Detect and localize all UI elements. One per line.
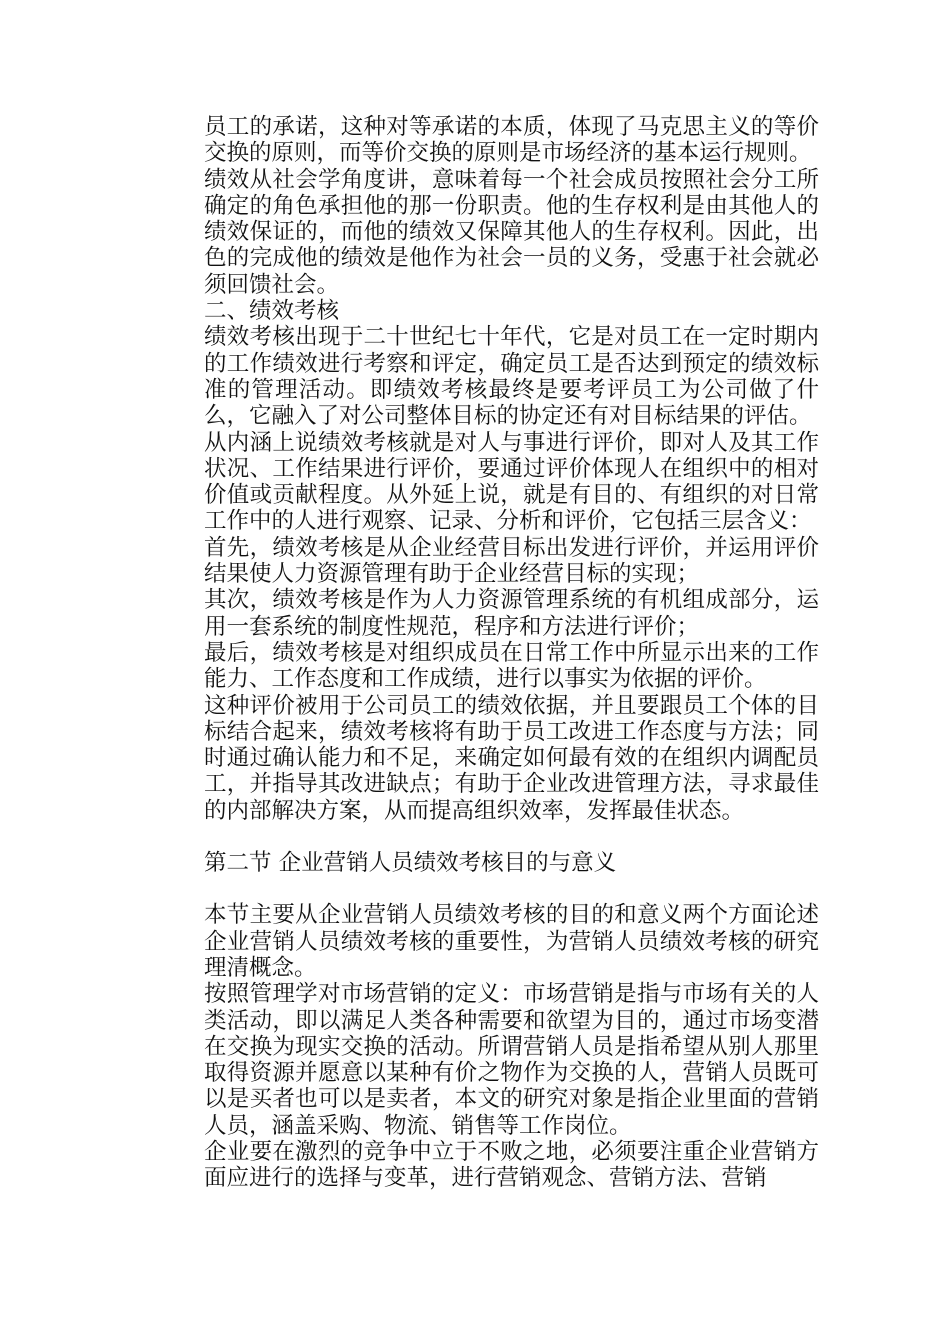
blank-line — [204, 824, 819, 850]
paragraph: 绩效考核出现于二十世纪七十年代，它是对员工在一定时期内的工作绩效进行考察和评定，确定员工是否达到预定的绩效标准的管理活动。即绩效考核最终是要考评员工为公司做了什么，它融入了对公司整体目标的协定还有对目标结果的评估。 — [204, 324, 819, 430]
section-heading: 二、绩效考核 — [204, 298, 340, 325]
section-title: 第二节 企业营销人员绩效考核目的与意义 — [204, 850, 617, 877]
blank-line — [204, 876, 819, 902]
paragraph: 企业要在激烈的竞争中立于不败之地，必须要注重企业营销方面应进行的选择与变革，进行营销观念、营销方法、营销 — [204, 1138, 819, 1192]
paragraph: 从内涵上说绩效考核就是对人与事进行评价，即对人及其工作状况、工作结果进行评价，要通过评价体现人在组织中的相对价值或贡献程度。从外延上说，就是有目的、有组织的对日常工作中的人进行观察、记录、分析和评价，它包括三层含义： — [204, 429, 819, 535]
paragraph: 最后，绩效考核是对组织成员在日常工作中所显示出来的工作能力、工作态度和工作成绩，进行以事实为依据的评价。 — [204, 639, 819, 693]
paragraph: 其次，绩效考核是作为人力资源管理系统的有机组成部分，运用一套系统的制度性规范，程序和方法进行评价； — [204, 587, 819, 640]
paragraph: 员工的承诺，这种对等承诺的本质，体现了马克思主义的等价交换的原则，而等价交换的原则是市场经济的基本运行规则。 — [204, 114, 819, 167]
paragraph: 本节主要从企业营销人员绩效考核的目的和意义两个方面论述企业营销人员绩效考核的重要性，为营销人员绩效考核的研究理清概念。 — [204, 902, 819, 981]
paragraph: 按照管理学对市场营销的定义：市场营销是指与市场有关的人类活动，即以满足人类各种需要和欲望为目的，通过市场变潜在交换为现实交换的活动。所谓营销人员是指希望从别人那里取得资源并愿意以某种有价之物作为交换的人，营销人员既可以是买者也可以是卖者，本文的研究对象是指企业里面的营销人员，涵盖采购、物流、销售等工作岗位。 — [204, 981, 819, 1139]
paragraph: 这种评价被用于公司员工的绩效依据，并且要跟员工个体的目标结合起来，绩效考核将有助于员工改进工作态度与方法；同时通过确认能力和不足，来确定如何最有效的在组织内调配员工，并指导其改进缺点；有助于企业改进管理方法，寻求最佳的内部解决方案，从而提高组织效率，发挥最佳状态。 — [204, 692, 819, 824]
paragraph: 绩效从社会学角度讲，意味着每一个社会成员按照社会分工所确定的角色承担他的那一份职责。他的生存权利是由其他人的绩效保证的，而他的绩效又保障其他人的生存权利。因此，出色的完成他的绩效是他作为社会一员的义务，受惠于社会就必须回馈社会。 — [204, 166, 819, 298]
paragraph: 首先，绩效考核是从企业经营目标出发进行评价，并运用评价结果使人力资源管理有助于企业经营目标的实现； — [204, 534, 819, 588]
document-page — [204, 114, 819, 1192]
